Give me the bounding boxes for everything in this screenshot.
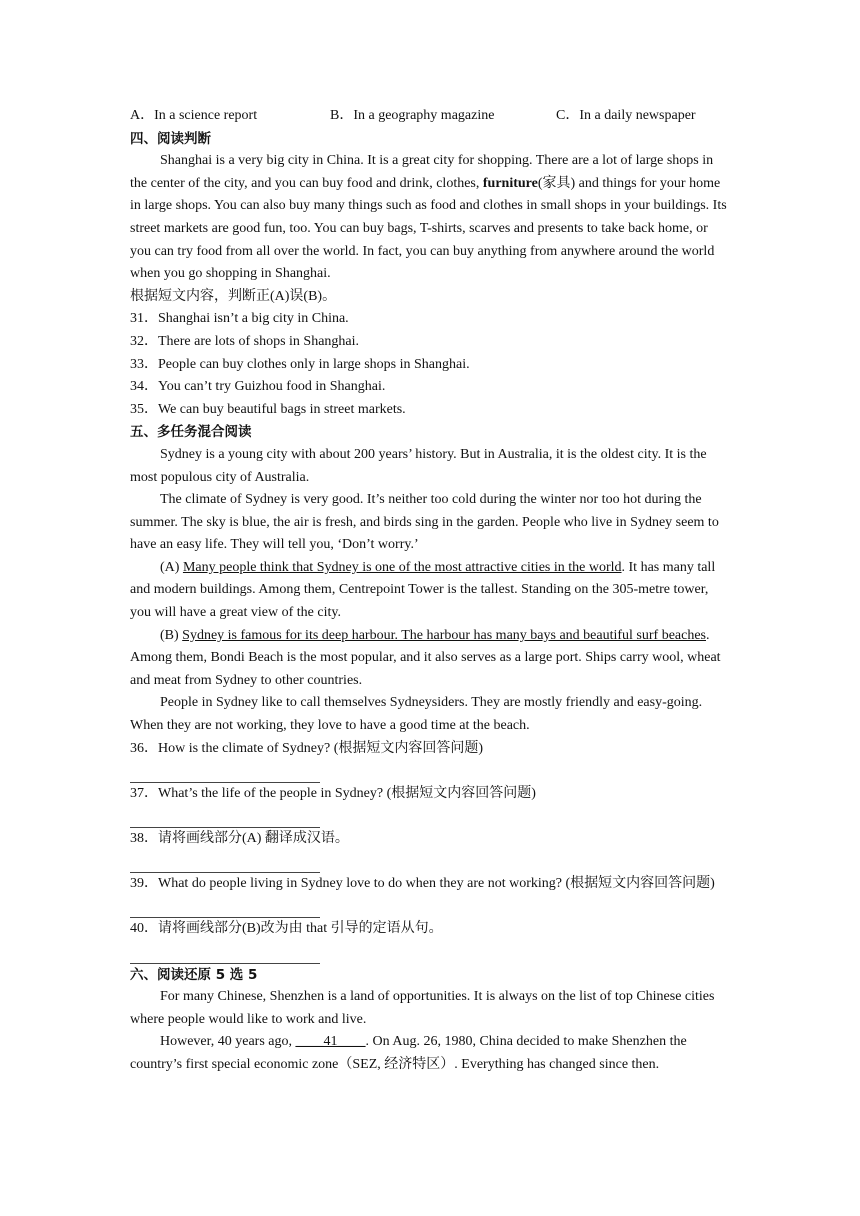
question-36: 36．How is the climate of Sydney? (根据短文内容回答问题) [130,740,484,756]
underlined-part-b: Sydney is famous for its deep harbour. The harbour has many bays and beautiful surf beaches [182,627,706,643]
shenzhen-paragraph-1: For many Chinese, Shenzhen is a land of opportunities. It is always on the list of top Chinese cities where people would like to work and live. [130,989,715,1027]
answer-line-36[interactable] [130,760,320,783]
document-page [130,105,730,1077]
underlined-part-a: Many people think that Sydney is one of the most attractive cities in the world [182,559,622,575]
sydney-paragraph-a: (A) Many people think that Sydney is one of the most attractive cities in the world. It has many tall and modern buildings. Among them, Centrepoint Tower is the tallest. Standing on the 305-metre tower, you will have a great view of the city. [130,559,716,621]
sydney-paragraph-2: The climate of Sydney is very good. It’s neither too cold during the winter nor too hot during the summer. The sky is blue, the air is fresh, and birds sing in the garden. People who live in Sydney seem to have an easy life. They will tell you, ‘Don’t worry.’ [130,492,719,553]
sydney-paragraph-b: (B) Sydney is famous for its deep harbour. The harbour has many bays and beautiful surf beaches. Among them, Bondi Beach is the most popular, and it also serves as a large port. Ships carry wool, wheat and meat from Sydney to other countries. [130,627,721,688]
answer-line-39[interactable] [130,896,320,919]
answer-line-37[interactable] [130,805,320,828]
question-34: 34．You can’t try Guizhou food in Shanghai. [130,379,386,395]
sydney-paragraph-1: Sydney is a young city with about 200 years’ history. But in Australia, it is the oldest city. It is the most populous city of Australia. [130,446,707,485]
sydney-paragraph-5: People in Sydney like to call themselves Sydneysiders. They are mostly friendly and easy-going. When they are not working, they love to have a good time at the beach. [130,695,703,734]
shenzhen-paragraph-2: However, 40 years ago, ____41____. On Aug. 26, 1980, China decided to make Shenzhen the country’s first special economic zone（SEZ, 经济特区）. Everything has changed since then. [130,1034,687,1072]
option-b: B．In a geography magazine [330,108,495,123]
question-37: 37．What’s the life of the people in Sydney? (根据短文内容回答问题) [130,785,536,801]
section-4-heading: 四、阅读判断 [130,130,211,147]
blank-41[interactable]: ____41____ [295,1034,366,1050]
answer-options [130,105,730,128]
option-c: C．In a daily newspaper [556,108,696,123]
question-35: 35．We can buy beautiful bags in street markets. [130,401,406,417]
question-31: 31．Shanghai isn’t a big city in China. [130,311,349,327]
shanghai-passage: Shanghai is a very big city in China. It is a great city for shopping. There are a lot of large shops in the center of the city, and you can buy food and drink, clothes, furniture(家具) and things for your home in large shops. You can also buy many things such as food and clothes in small shops in your buildings. Its street markets are good fun, too. You can buy bags, T-shirts, scarves and presents to take back home, or you can try food from all over the world. In fact, you can buy anything from anywhere around the world when you go shopping in Shanghai. [130,153,727,282]
section-6-heading: 六、阅读还原 5 选 5 [130,966,258,983]
question-32: 32．There are lots of shops in Shanghai. [130,333,360,349]
bold-term: furniture [482,175,538,191]
option-a: A．In a science report [130,108,258,123]
question-38: 38．请将画线部分(A) 翻译成汉语。 [130,831,349,846]
section-5-heading: 五、多任务混合阅读 [130,424,252,441]
question-40: 40．请将画线部分(B)改为由 that 引导的定语从句。 [130,921,443,937]
answer-line-40[interactable] [130,941,320,964]
answer-line-38[interactable] [130,851,320,874]
section-4-instruction: 根据短文内容，判断正(A)误(B)。 [130,288,337,304]
question-39: 39．What do people living in Sydney love to do when they are not working? (根据短文内容回答问题) [130,876,715,892]
question-33: 33．People can buy clothes only in large shops in Shanghai. [130,356,470,372]
